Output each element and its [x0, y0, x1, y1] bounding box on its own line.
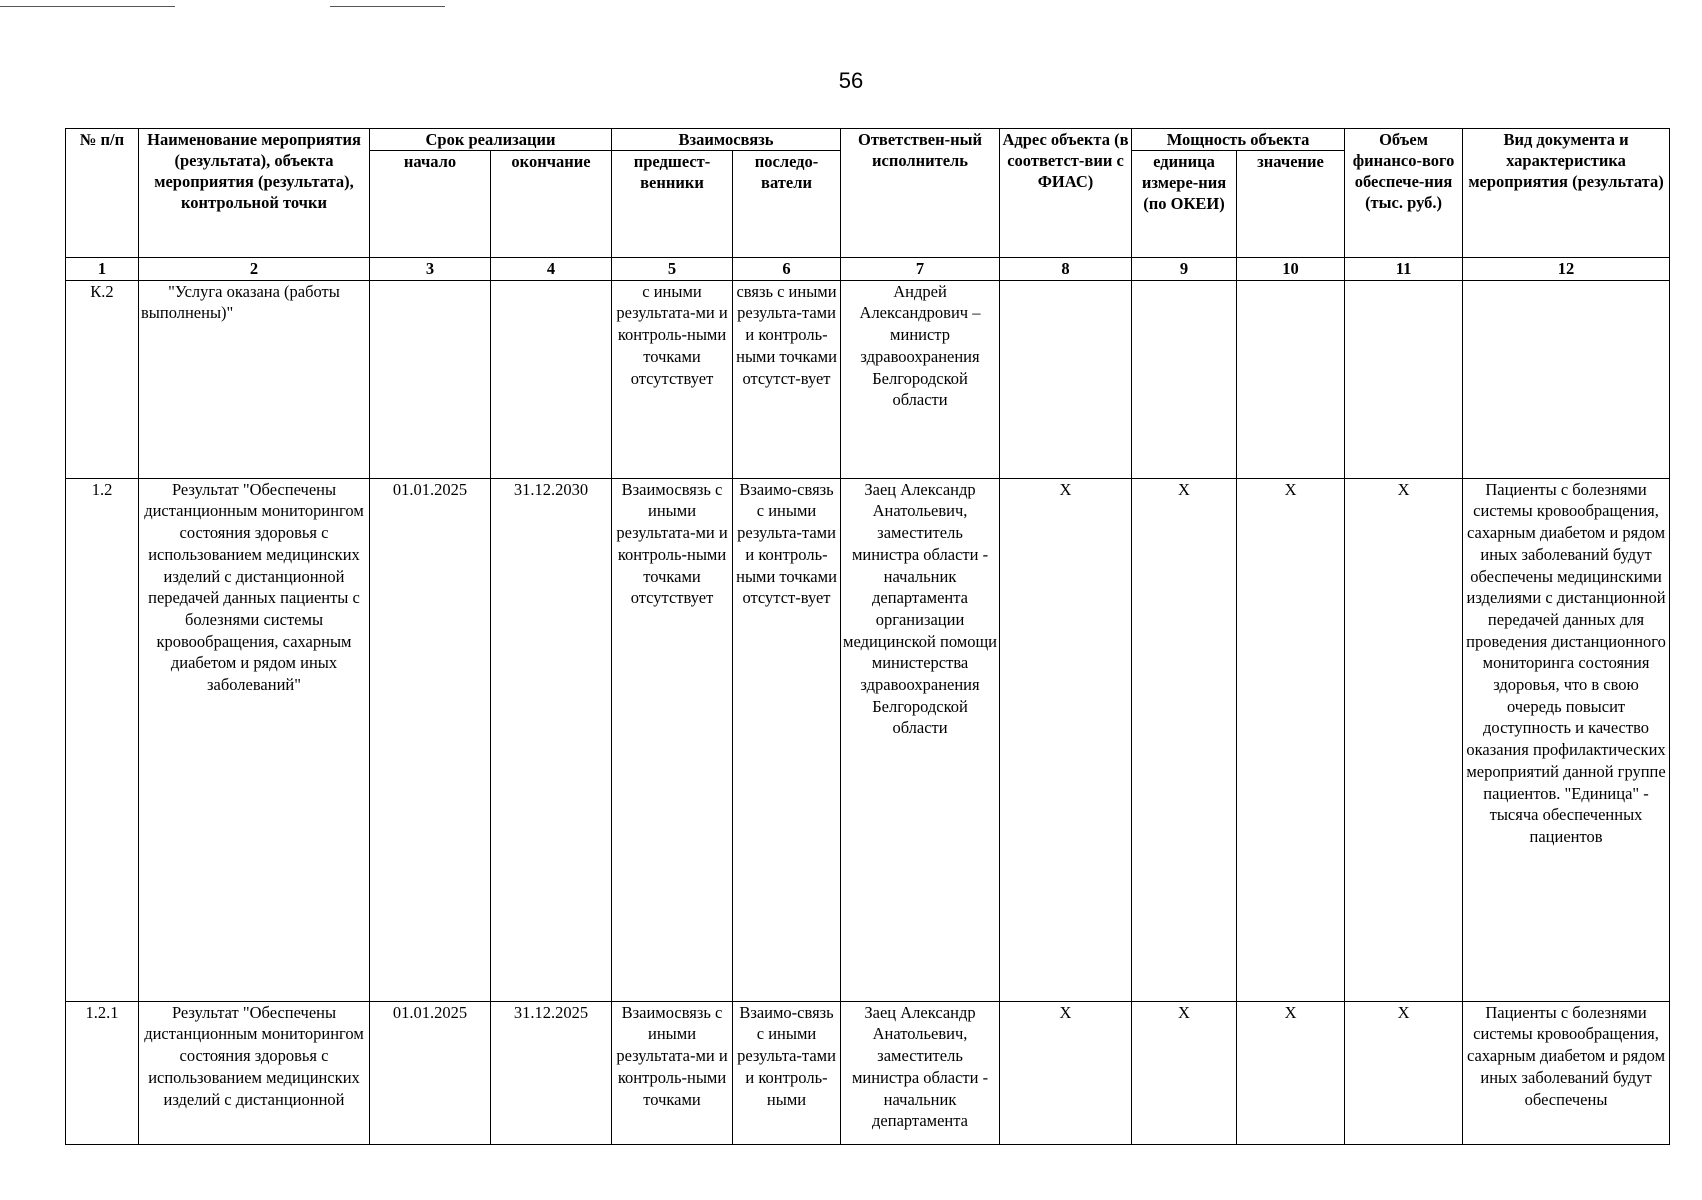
header-power-unit: единица измере-ния (по ОКЕИ)	[1132, 151, 1237, 258]
column-number: 1	[66, 258, 139, 281]
row-predecessors: с иными результата-ми и контроль-ными точками отсутствует	[612, 280, 733, 478]
table-row	[66, 1001, 1670, 1144]
row-address: X	[1000, 1001, 1132, 1144]
column-number: 6	[733, 258, 841, 281]
column-number: 11	[1345, 258, 1463, 281]
header-finance: Объем финансо-вого обеспече-ния (тыс. руб.)	[1345, 129, 1463, 258]
column-number: 4	[491, 258, 612, 281]
row-successors: связь с иными результа-тами и контроль-ными точками отсутст-вует	[733, 280, 841, 478]
row-predecessors: Взаимосвязь с иными результата-ми и контроль-ными точками	[612, 1001, 733, 1144]
column-number: 12	[1463, 258, 1670, 281]
header-term-start: начало	[370, 151, 491, 258]
row-power-value: X	[1237, 1001, 1345, 1144]
scan-edge-line-right	[330, 6, 445, 7]
row-power-unit: X	[1132, 478, 1237, 1001]
row-end-date	[491, 280, 612, 478]
row-end-date: 31.12.2030	[491, 478, 612, 1001]
header-address: Адрес объекта (в соответст-вии с ФИАС)	[1000, 129, 1132, 258]
page-number: 56	[838, 68, 864, 93]
row-end-date: 31.12.2025	[491, 1001, 612, 1144]
row-finance: X	[1345, 1001, 1463, 1144]
row-power-value: X	[1237, 478, 1345, 1001]
row-number: 1.2	[66, 478, 139, 1001]
scan-edge-line-left	[0, 6, 175, 7]
row-responsible: Андрей Александрович – министр здравоохранения Белгородской области	[841, 280, 1000, 478]
row-name: Результат "Обеспечены дистанционным мониторингом состояния здоровья с использованием медицинских изделий с дистанционной передачей данных пациенты с болезнями системы кровообращения, сахарным диабетом и рядом иных заболеваний"	[139, 478, 370, 1001]
header-relation-group: Взаимосвязь	[612, 129, 841, 151]
row-number: К.2	[66, 280, 139, 478]
column-number: 2	[139, 258, 370, 281]
row-finance: X	[1345, 478, 1463, 1001]
column-number: 9	[1132, 258, 1237, 281]
header-power-value: значение	[1237, 151, 1345, 258]
row-predecessors: Взаимосвязь с иными результата-ми и контроль-ными точками отсутствует	[612, 478, 733, 1001]
row-number: 1.2.1	[66, 1001, 139, 1144]
column-number: 7	[841, 258, 1000, 281]
column-number: 5	[612, 258, 733, 281]
row-finance	[1345, 280, 1463, 478]
header-term-group: Срок реализации	[370, 129, 612, 151]
row-address: X	[1000, 478, 1132, 1001]
header-doc: Вид документа и характеристика мероприятия (результата)	[1463, 129, 1670, 258]
column-number: 3	[370, 258, 491, 281]
row-document: Пациенты с болезнями системы кровообращения, сахарным диабетом и рядом иных заболеваний будут обеспечены	[1463, 1001, 1670, 1144]
column-number: 8	[1000, 258, 1132, 281]
row-document	[1463, 280, 1670, 478]
row-address	[1000, 280, 1132, 478]
header-power-group: Мощность объекта	[1132, 129, 1345, 151]
row-document: Пациенты с болезнями системы кровообращения, сахарным диабетом и рядом иных заболеваний будут обеспечены медицинскими изделиями с дистанционной передачей данных для проведения дистанционного мониторинга состояния здоровья, что в свою очередь повысит доступность и качество оказания профилактических мероприятий данной группе пациентов. "Единица" - тысяча обеспеченных пациентов	[1463, 478, 1670, 1001]
row-successors: Взаимо-связь с иными результа-тами и контроль-ными точками отсутст-вует	[733, 478, 841, 1001]
header-responsible: Ответствен-ный исполнитель	[841, 129, 1000, 258]
row-power-unit	[1132, 280, 1237, 478]
header-term-end: окончание	[491, 151, 612, 258]
row-successors: Взаимо-связь с иными результа-тами и контроль-ными	[733, 1001, 841, 1144]
table-row	[66, 478, 1670, 1001]
row-start-date: 01.01.2025	[370, 478, 491, 1001]
plan-table	[65, 128, 1670, 1145]
row-responsible: Заец Александр Анатольевич, заместитель министра области - начальник департамента	[841, 1001, 1000, 1144]
row-name: "Услуга оказана (работы выполнены)"	[139, 280, 370, 478]
column-number: 10	[1237, 258, 1345, 281]
table-row	[66, 280, 1670, 478]
row-name: Результат "Обеспечены дистанционным мониторингом состояния здоровья с использованием медицинских изделий с дистанционной	[139, 1001, 370, 1144]
row-start-date	[370, 280, 491, 478]
row-start-date: 01.01.2025	[370, 1001, 491, 1144]
row-power-value	[1237, 280, 1345, 478]
header-n: № п/п	[66, 129, 139, 258]
row-power-unit: X	[1132, 1001, 1237, 1144]
column-number-row	[66, 258, 1670, 281]
row-responsible: Заец Александр Анатольевич, заместитель министра области - начальник департамента организации медицинской помощи министерства здравоохранения Белгородской области	[841, 478, 1000, 1001]
header-row-top	[66, 129, 1670, 151]
header-relation-prev: предшест-венники	[612, 151, 733, 258]
header-relation-next: последо-ватели	[733, 151, 841, 258]
header-name: Наименование мероприятия (результата), объекта мероприятия (результата), контрольной точки	[139, 129, 370, 258]
